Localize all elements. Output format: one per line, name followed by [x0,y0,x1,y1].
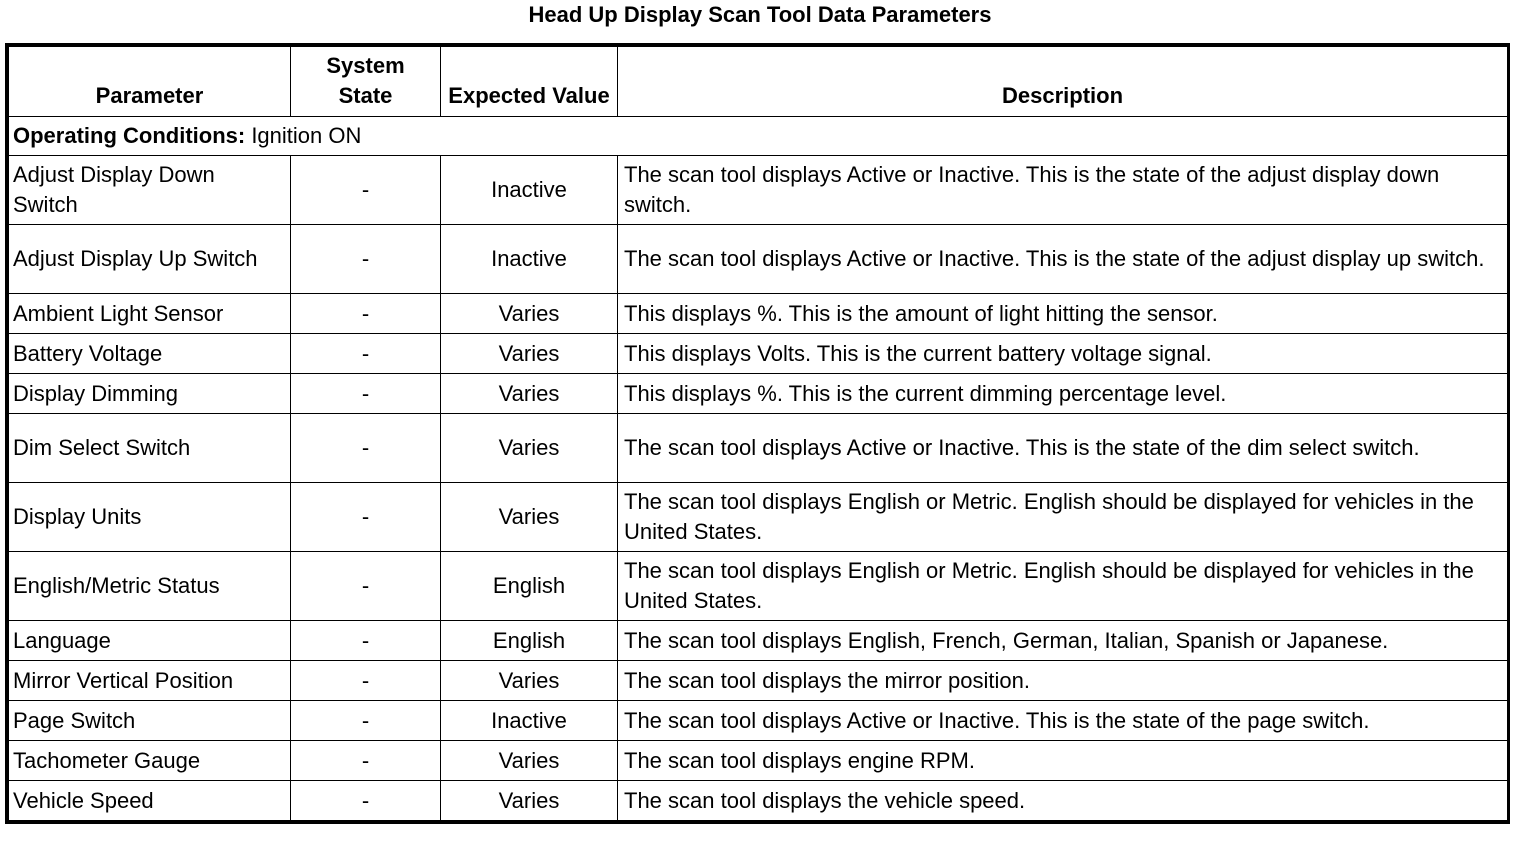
table-row [9,781,1508,821]
operating-conditions-row [9,117,1508,156]
parameter-cell: Mirror Vertical Position [9,661,291,701]
system-state-cell: - [291,334,441,374]
system-state-cell: - [291,294,441,334]
system-state-cell: - [291,225,441,294]
column-header-description: Description [618,47,1508,117]
expected-value-cell: Varies [441,294,618,334]
table-row [9,483,1508,552]
expected-value-cell: Varies [441,781,618,821]
system-state-cell: - [291,621,441,661]
system-state-cell: - [291,552,441,621]
parameter-cell: Battery Voltage [9,334,291,374]
table-row [9,225,1508,294]
operating-conditions-value: Ignition ON [245,123,362,148]
column-header-system-state: System State [291,47,441,117]
expected-value-cell: English [441,552,618,621]
description-cell: This displays %. This is the amount of light hitting the sensor. [618,294,1508,334]
expected-value-cell: Inactive [441,156,618,225]
parameter-cell: Dim Select Switch [9,414,291,483]
parameter-cell: Display Dimming [9,374,291,414]
system-state-cell: - [291,156,441,225]
operating-conditions-cell [9,117,1508,156]
system-state-cell: - [291,483,441,552]
description-cell: The scan tool displays Active or Inactive. This is the state of the page switch. [618,701,1508,741]
expected-value-cell: English [441,621,618,661]
parameter-cell: English/Metric Status [9,552,291,621]
system-state-cell: - [291,661,441,701]
document-title: Head Up Display Scan Tool Data Parameters [528,2,992,27]
parameter-cell: Ambient Light Sensor [9,294,291,334]
parameters-table-container [5,43,1510,824]
system-state-cell: - [291,741,441,781]
expected-value-cell: Varies [441,483,618,552]
parameter-cell: Language [9,621,291,661]
description-cell: This displays Volts. This is the current battery voltage signal. [618,334,1508,374]
description-cell: This displays %. This is the current dimming percentage level. [618,374,1508,414]
table-header [9,47,1508,117]
table-row [9,701,1508,741]
column-header-parameter: Parameter [9,47,291,117]
parameter-cell: Display Units [9,483,291,552]
table-row [9,621,1508,661]
table-row [9,414,1508,483]
operating-conditions-label: Operating Conditions: [13,123,246,148]
expected-value-cell: Varies [441,334,618,374]
parameters-table [8,46,1508,821]
system-state-cell: - [291,701,441,741]
description-cell: The scan tool displays English or Metric. English should be displayed for vehicles in the United States. [618,483,1508,552]
table-row [9,334,1508,374]
table-row [9,294,1508,334]
column-header-expected-value: Expected Value [441,47,618,117]
parameter-cell: Tachometer Gauge [9,741,291,781]
expected-value-cell: Varies [441,414,618,483]
expected-value-cell: Inactive [441,701,618,741]
table-body [9,117,1508,821]
table-row [9,374,1508,414]
parameter-cell: Page Switch [9,701,291,741]
parameter-cell: Vehicle Speed [9,781,291,821]
system-state-cell: - [291,781,441,821]
expected-value-cell: Varies [441,661,618,701]
expected-value-cell: Varies [441,374,618,414]
description-cell: The scan tool displays engine RPM. [618,741,1508,781]
system-state-cell: - [291,374,441,414]
table-row [9,741,1508,781]
expected-value-cell: Varies [441,741,618,781]
parameter-cell: Adjust Display Up Switch [9,225,291,294]
expected-value-cell: Inactive [441,225,618,294]
parameter-cell: Adjust Display Down Switch [9,156,291,225]
description-cell: The scan tool displays the mirror position. [618,661,1508,701]
description-cell: The scan tool displays English, French, German, Italian, Spanish or Japanese. [618,621,1508,661]
description-cell: The scan tool displays English or Metric. English should be displayed for vehicles in the United States. [618,552,1508,621]
description-cell: The scan tool displays the vehicle speed. [618,781,1508,821]
description-cell: The scan tool displays Active or Inactive. This is the state of the adjust display down switch. [618,156,1508,225]
table-row [9,552,1508,621]
system-state-cell: - [291,414,441,483]
description-cell: The scan tool displays Active or Inactive. This is the state of the dim select switch. [618,414,1508,483]
description-cell: The scan tool displays Active or Inactive. This is the state of the adjust display up switch. [618,225,1508,294]
table-row [9,661,1508,701]
table-row [9,156,1508,225]
